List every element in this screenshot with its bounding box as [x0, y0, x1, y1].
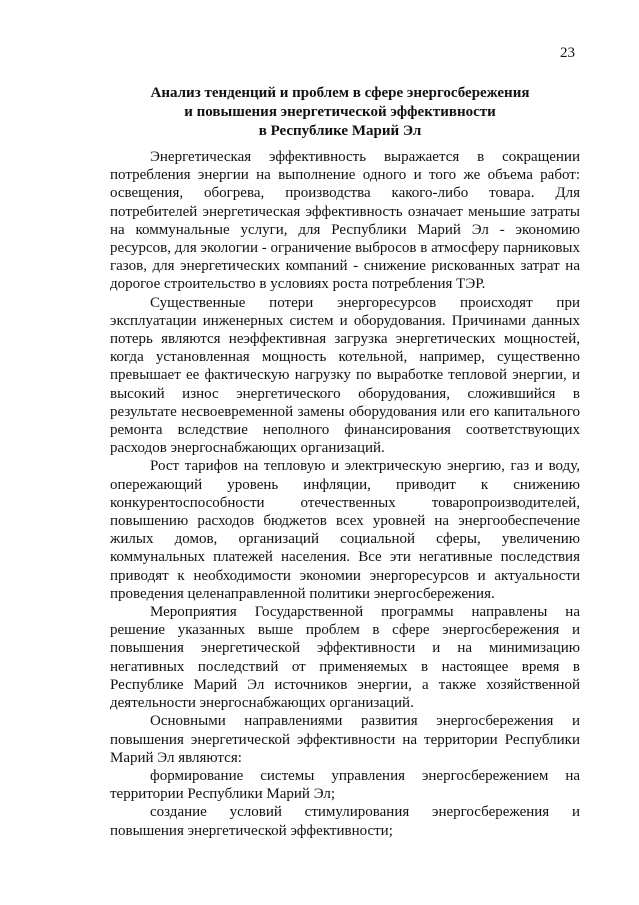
page-number: 23 [560, 45, 575, 61]
paragraph-energy-efficiency: Энергетическая эффективность выражается в сокращении потребления энергии на выполнение одного и того же объема работ: освещения, обогрева, производства какого-либо товара. Для потребителей энергетическая эффективность означает меньшие затраты на коммунальные услуги, для Республики Марий Эл - экономию ресурсов, для экологии - ограничение выбросов в атмосферу парниковых газов, для энергетических компаний - снижение рискованных затрат на дорогое строительство в условиях роста потребления ТЭР. [110, 149, 580, 293]
document-title [110, 84, 570, 141]
paragraph-direction-incentives: создание условий стимулирования энергосбережения и повышения энергетической эффективности; [110, 804, 580, 839]
paragraph-energy-losses: Существенные потери энергоресурсов происходят при эксплуатации инженерных систем и оборудования. Причинами данных потерь являются неэффективная загрузка энергетических мощностей, когда установленная мощность котельной, например, существенно превышает ее фактическую нагрузку по выработке тепловой энергии, и высокий износ энергетического оборудования, сложившийся в результате несвоевременной замены оборудования или его капитального ремонта вследствие неполного финансирования соответствующих расходов энергоснабжающих организаций. [110, 294, 580, 457]
title-line-1: Анализ тенденций и проблем в сфере энергосбережения [150, 85, 530, 101]
paragraph-main-directions: Основными направлениями развития энергосбережения и повышения энергетической эффективности на территории Республики Марий Эл являются: [110, 713, 580, 766]
title-line-2: и повышения энергетической эффективности [184, 104, 496, 120]
paragraph-tariff-growth: Рост тарифов на тепловую и электрическую энергию, газ и воду, опережающий уровень инфляции, приводит к снижению конкурентоспособности отечественных товаропроизводителей, повышению расходов бюджетов всех уровней на энергообеспечение жилых домов, организаций социальной сферы, увеличению коммунальных платежей населения. Все эти негативные последствия приводят к необходимости экономии энергоресурсов и актуальности проведения целенаправленной политики энергосбережения. [110, 458, 580, 602]
document-body [110, 148, 580, 840]
paragraph-program-measures: Мероприятия Государственной программы направлены на решение указанных выше проблем в сфере энергосбережения и повышения энергетической эффективности и на минимизацию негативных последствий от применяемых в настоящее время в Республике Марий Эл источников энергии, а также хозяйственной деятельности энергоснабжающих организаций. [110, 604, 580, 712]
title-line-3: в Республике Марий Эл [258, 123, 422, 139]
paragraph-direction-management-system: формирование системы управления энергосбережением на территории Республики Марий Эл; [110, 767, 580, 803]
